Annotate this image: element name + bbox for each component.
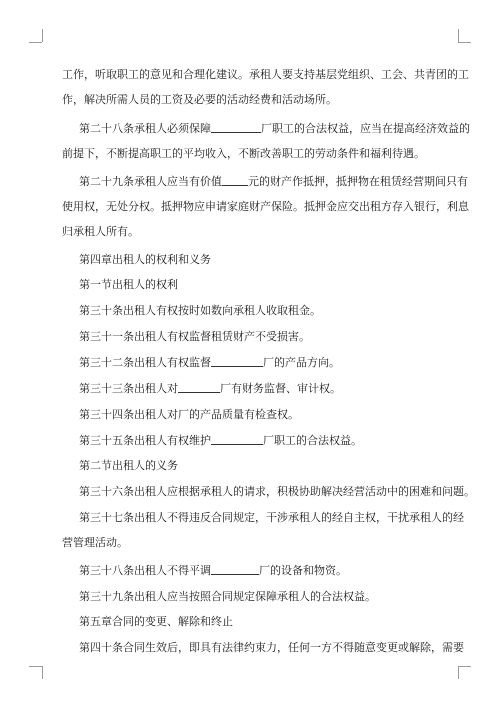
crop-mark-top-right (458, 29, 459, 42)
paragraph (62, 68, 469, 106)
paragraph-line: 作，解决所需人员的工资及必要的活动经费和活动场所。 (62, 93, 337, 106)
paragraph-text: 第三十三条出租人对 (79, 382, 178, 395)
paragraph-text: 第三十八条出租人不得平调 (79, 564, 211, 577)
crop-mark-top-right (458, 42, 471, 43)
paragraph: 第三十九条出租人应当按照合同规定保障承租人的合法权益。 (79, 590, 376, 603)
fill-in-blank (211, 122, 261, 133)
paragraph: 第三十四条出租人对厂的产品质量有检查权。 (79, 408, 299, 421)
paragraph-line (62, 175, 469, 188)
paragraph: 第四十条合同生效后，即具有法律约束力，任何一方不得随意变更或解除，需要 (79, 641, 464, 654)
paragraph (79, 564, 347, 577)
paragraph (62, 175, 469, 238)
paragraph-text: 第二十八条承租人必须保障 (79, 122, 211, 135)
fill-in-blank (211, 564, 259, 575)
chapter-heading: 第四章出租人的权利和义务 (79, 253, 211, 266)
paragraph (79, 356, 340, 369)
paragraph: 第三十条出租人有权按时如数向承租人收取租金。 (79, 304, 321, 317)
paragraph: 第三十六条出租人应根据承租人的请求，积极协助解决经营活动中的困难和问题。 (79, 485, 475, 498)
paragraph-text: 第三十五条出租人有权维护 (79, 434, 211, 447)
fill-in-blank (211, 356, 263, 367)
paragraph-text: 厂的设备和物资。 (259, 564, 347, 577)
paragraph-text: 元的财产作抵押，抵押物在租赁经营期间只有 (248, 175, 468, 188)
paragraph-line: 使用权，无处分权。抵押物应申请家庭财产保险。抵押金应交出租方存入银行，利息 (62, 200, 469, 213)
paragraph-line: 工作，听取职工的意见和合理化建议。承租人要支持基层党组织、工会、共青团的工 (62, 68, 469, 81)
fill-in-blank (222, 175, 248, 186)
paragraph-line: 第三十七条出租人不得违反合同规定，干涉承租人的经自主权，干扰承租人的经 (79, 511, 464, 524)
section-heading: 第二节出租人的义务 (79, 459, 178, 472)
paragraph (79, 382, 341, 395)
section-heading: 第一节出租人的权利 (79, 278, 178, 291)
paragraph-text: 厂职工的合法权益，应当在提高经济效益的 (261, 122, 470, 135)
crop-mark-bottom-right (458, 666, 459, 679)
crop-mark-top-left (29, 42, 42, 43)
paragraph-line: 归承租人所有。 (62, 225, 139, 238)
paragraph: 第三十一条出租人有权监督租赁财产不受损害。 (79, 330, 310, 343)
crop-mark-bottom-left (42, 666, 43, 679)
paragraph-text: 厂有财务监督、审计权。 (220, 382, 341, 395)
crop-mark-top-left (42, 29, 43, 42)
paragraph-line (62, 122, 470, 135)
paragraph-text: 第三十二条出租人有权监督 (79, 356, 211, 369)
paragraph-text: 厂职工的合法权益。 (263, 434, 362, 447)
chapter-heading: 第五章合同的变更、解除和终止 (79, 615, 233, 628)
paragraph-line: 前提下，不断提高职工的平均收入，不断改善职工的劳动条件和福利待遇。 (62, 147, 425, 160)
paragraph-text: 厂的产品方向。 (263, 356, 340, 369)
paragraph-line: 营管理活动。 (62, 536, 128, 549)
fill-in-blank (211, 434, 263, 445)
paragraph (79, 434, 362, 447)
crop-mark-bottom-left (29, 666, 42, 667)
paragraph (62, 122, 470, 160)
paragraph-text: 第二十九条承租人应当有价值 (79, 175, 222, 188)
paragraph (62, 511, 464, 549)
crop-mark-bottom-right (458, 666, 471, 667)
fill-in-blank (178, 382, 220, 393)
